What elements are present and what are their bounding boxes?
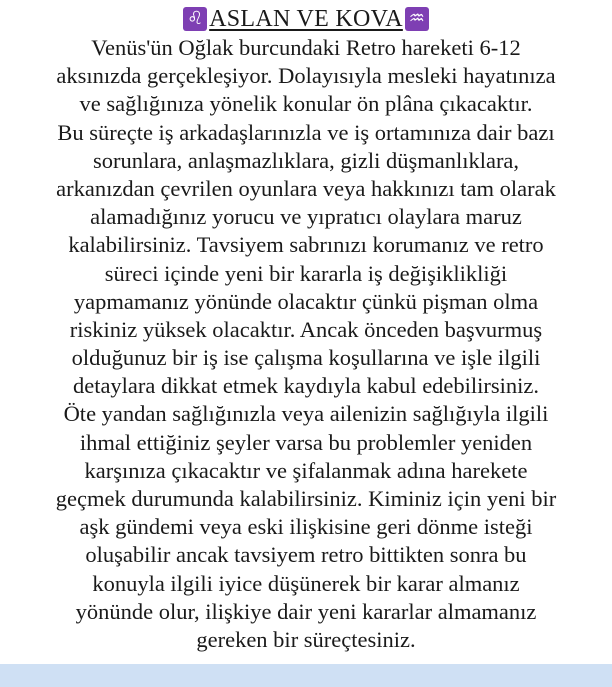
text-line: yapmamanız yönünde olacaktır çünkü pişman olma	[73, 288, 539, 314]
text-line: oluşabilir ancak tavsiyem retro bittikten sonra bu	[85, 542, 527, 568]
text-line: ihmal ettiğiniz şeyler varsa bu problemler yeniden	[79, 429, 533, 455]
text-line: aksınızda gerçekleşiyor. Dolayısıyla mesleki hayatınıza	[56, 63, 556, 89]
aquarius-sign-icon: ♒	[405, 7, 429, 31]
text-line: ve sağlığınıza yönelik konular ön plâna çıkacaktır.	[79, 91, 533, 117]
text-line: Bu süreçte iş arkadaşlarınızla ve iş ortamınıza dair bazı	[57, 119, 555, 145]
text-line: riskiniz yüksek olacaktır. Ancak önceden başvurmuş	[69, 316, 543, 342]
text-line: Öte yandan sağlığınızla veya ailenizin sağlığıyla ilgili	[63, 401, 549, 427]
text-line: karşınıza çıkacaktır ve şifalanmak adına harekete	[84, 457, 528, 483]
horoscope-text	[0, 34, 612, 654]
text-line: süreci içinde yeni bir kararla iş değişiklikliği	[104, 260, 508, 286]
text-line: gereken bir süreçtesiniz.	[196, 626, 416, 652]
text-line: yönünde olur, ilişkiye dair yeni kararlar almamanız	[75, 598, 537, 624]
text-line: Venüs'ün Oğlak burcundaki Retro hareketi 6-12	[91, 35, 521, 60]
text-line: sorunlara, anlaşmazlıklara, gizli düşmanlıklara,	[92, 147, 520, 173]
title-row	[0, 2, 612, 36]
text-line: kalabilirsiniz. Tavsiyem sabrınızı korumanız ve retro	[68, 232, 544, 258]
leo-sign-icon: ♌	[183, 7, 207, 31]
bottom-strip	[0, 664, 612, 687]
text-line: geçmek durumunda kalabilirsiniz. Kiminiz için yeni bir	[55, 486, 557, 511]
text-line: aşk gündemi veya eski ilişkisine geri dönme isteği	[79, 514, 533, 540]
text-line: detaylara dikkat etmek kaydıyla kabul edebilirsiniz.	[72, 373, 540, 399]
page-title: ASLAN VE KOVA	[209, 5, 403, 32]
text-line: olduğunuz bir iş ise çalışma koşullarına ve işle ilgili	[71, 345, 541, 371]
text-line: arkanızdan çevrilen oyunlara veya hakkınızı tam olarak	[56, 175, 556, 201]
text-line: konuyla ilgili iyice düşünerek bir karar almanız	[92, 570, 520, 596]
text-line: alamadığınız yorucu ve yıpratıcı olaylara maruz	[90, 204, 522, 230]
